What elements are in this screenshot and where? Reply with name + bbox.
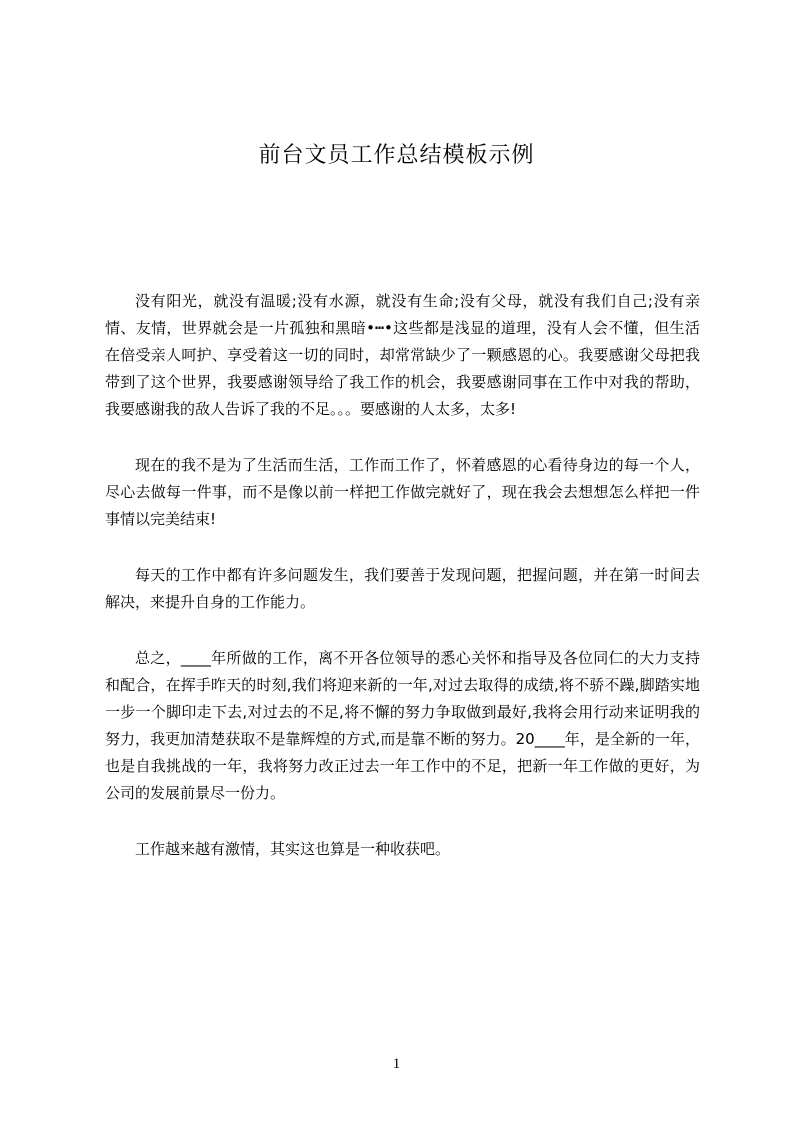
paragraph-gratitude: 没有阳光，就没有温暖;没有水源，就没有生命;没有父母，就没有我们自己;没有亲情、友情，世界就会是一片孤独和黑暗•┅•这些都是浅显的道理，没有人会不懂，但生活在倍受亲人呵护、享受着这一切的同时，却常常缺少了一颗感恩的心。我要感谢父母把我带到了这个世界，我要感谢领导给了我工作的机会，我要感谢同事在工作中对我的帮助，我要感谢我的敌人告诉了我的不足。。。要感谢的人太多，太多! [105, 292, 700, 418]
paragraph-problem-solving: 每天的工作中都有许多问题发生，我们要善于发现问题，把握问题，并在第一时间去解决，来提升自身的工作能力。 [105, 566, 700, 611]
page-number: 1 [392, 1056, 401, 1072]
document-body [105, 288, 700, 892]
paragraph-current-attitude: 现在的我不是为了生活而生活，工作而工作了，怀着感恩的心看待身边的每一个人，尽心去做每一件事，而不是像以前一样把工作做完就好了，现在我会去想想怎么样把一件事情以完美结束! [105, 456, 700, 528]
paragraph-summary: 总之，____年所做的工作，离不开各位领导的悉心关怀和指导及各位同仁的大力支持和配合，在挥手昨天的时刻,我们将迎来新的一年,对过去取得的成绩,将不骄不躁,脚踏实地一步一个脚印走下去,对过去的不足,将不懈的努力争取做到最好,我将会用行动来证明我的努力，我更加清楚获取不是靠辉煌的方式,而是靠不断的努力。20____年，是全新的一年，也是自我挑战的一年，我将努力改正过去一年工作中的不足，把新一年工作做的更好，为公司的发展前景尽一份力。 [105, 649, 700, 802]
paragraph-closing: 工作越来越有激情，其实这也算是一种收获吧。 [135, 840, 451, 858]
document-title: 前台文员工作总结模板示例 [258, 143, 535, 168]
